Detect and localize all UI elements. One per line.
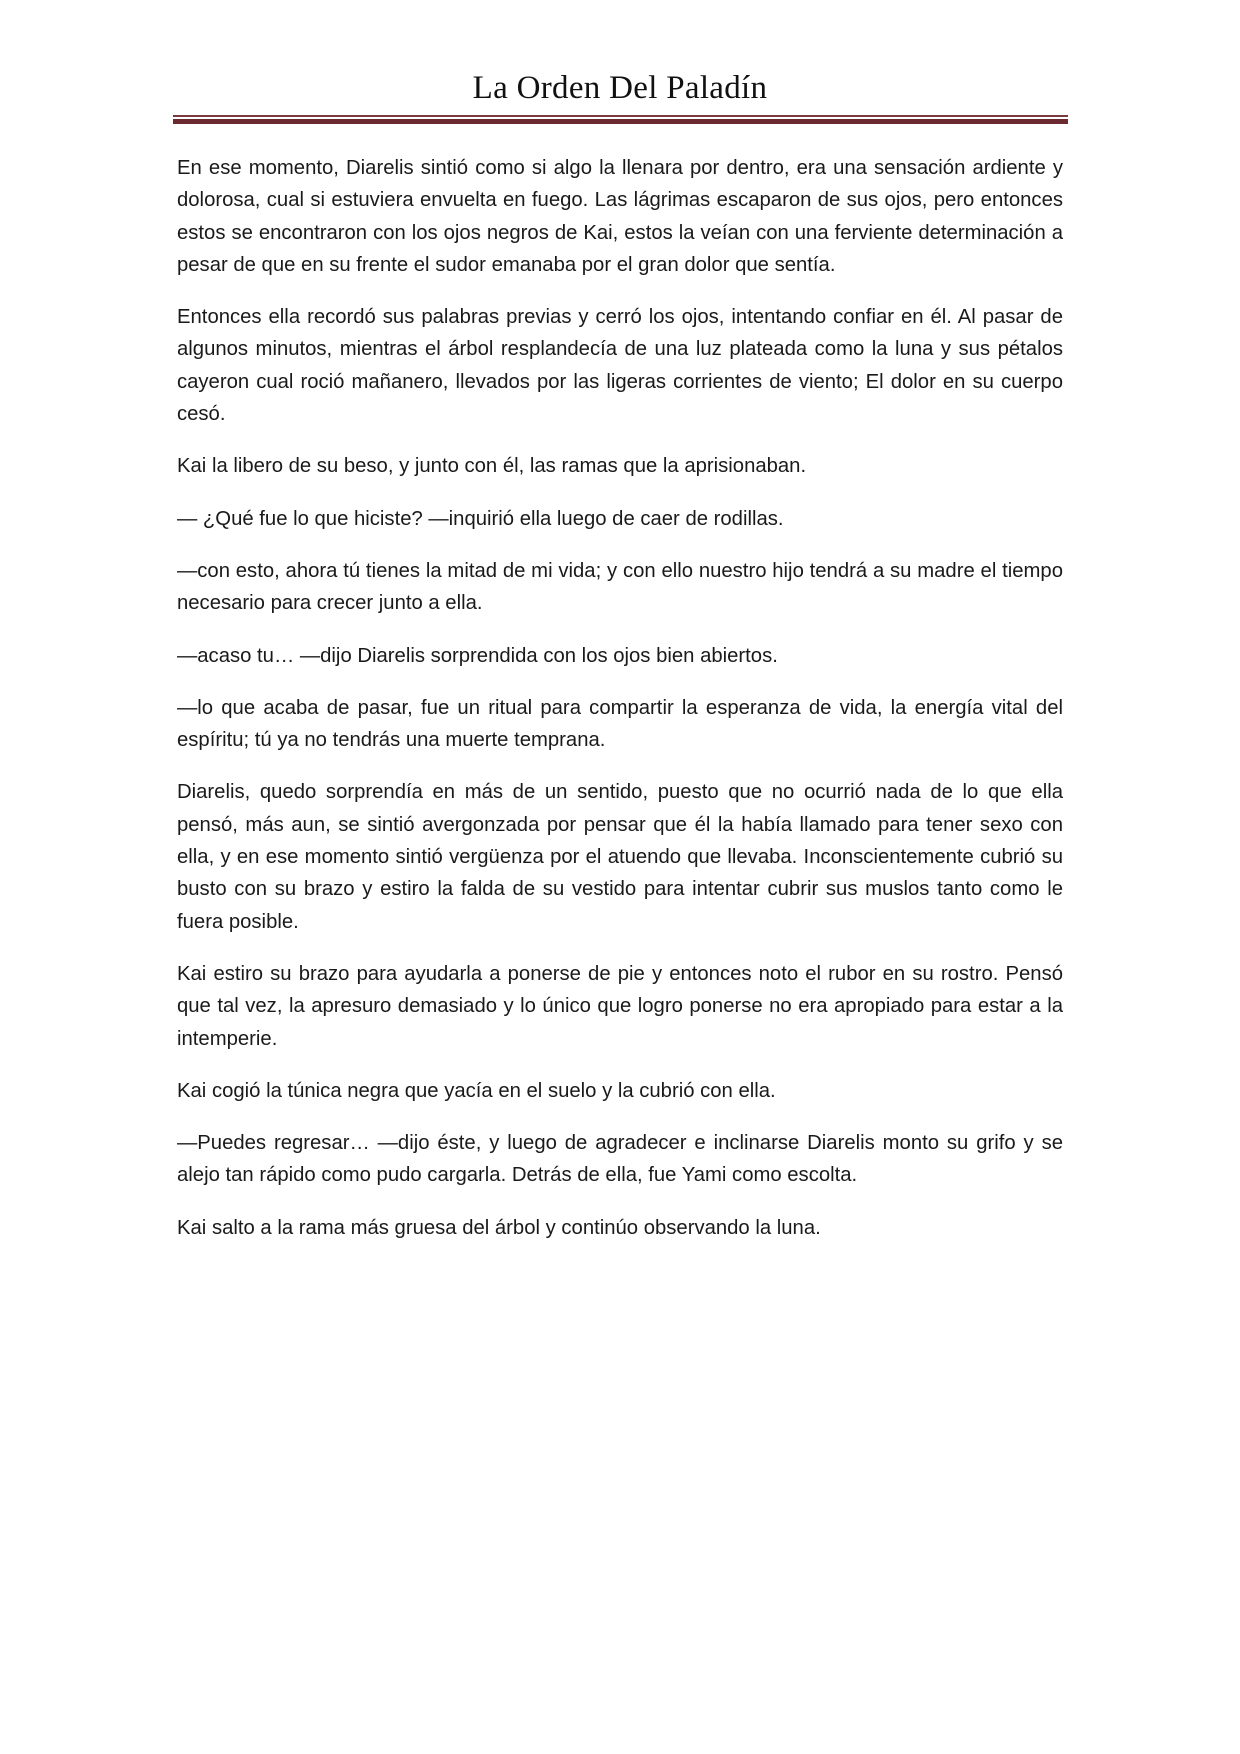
paragraph: Diarelis, quedo sorprendía en más de un sentido, puesto que no ocurrió nada de lo que ella pensó, más aun, se sintió avergonzada por pensar que él la había llamado para tener sexo con ella, y en ese momento sintió vergüenza por el atuendo que llevaba. Inconscientemente cubrió su busto con su brazo y estiro la falda de su vestido para intentar cubrir sus muslos tanto como le fuera posible. (177, 781, 1063, 933)
paragraph: Kai estiro su brazo para ayudarla a ponerse de pie y entonces noto el rubor en su rostro. Pensó que tal vez, la apresuro demasiado y lo único que logro ponerse no era apropiado para estar a la intemperie. (177, 962, 1063, 1050)
paragraph: —acaso tu… —dijo Diarelis sorprendida con los ojos bien abiertos. (177, 644, 778, 667)
paragraph: —lo que acaba de pasar, fue un ritual para compartir la esperanza de vida, la energía vital del espíritu; tú ya no tendrás una muerte temprana. (177, 696, 1063, 752)
header-rule-thin (173, 115, 1068, 117)
paragraph: —con esto, ahora tú tienes la mitad de mi vida; y con ello nuestro hijo tendrá a su madre el tiempo necesario para crecer junto a ella. (177, 559, 1063, 615)
page-header-title: La Orden Del Paladín (472, 70, 768, 106)
paragraph: En ese momento, Diarelis sintió como si algo la llenara por dentro, era una sensación ardiente y dolorosa, cual si estuviera envuelta en fuego. Las lágrimas escaparon de sus ojos, pero entonces estos se encontraron con los ojos negros de Kai, estos la veían con una ferviente determinación a pesar de que en su frente el sudor emanaba por el gran dolor que sentía. (177, 157, 1063, 276)
paragraph: Kai la libero de su beso, y junto con él, las ramas que la aprisionaban. (177, 455, 807, 478)
paragraph: Kai salto a la rama más gruesa del árbol y continúo observando la luna. (177, 1216, 821, 1239)
paragraph: Kai cogió la túnica negra que yacía en el suelo y la cubrió con ella. (177, 1079, 776, 1102)
body-text (177, 152, 1063, 1264)
header-rule-thick (173, 119, 1068, 124)
paragraph: — ¿Qué fue lo que hiciste? —inquirió ella luego de caer de rodillas. (177, 507, 784, 530)
paragraph: —Puedes regresar… —dijo éste, y luego de agradecer e inclinarse Diarelis monto su grifo y se alejo tan rápido como pudo cargarla. Detrás de ella, fue Yami como escolta. (177, 1132, 1063, 1187)
paragraph: Entonces ella recordó sus palabras previas y cerró los ojos, intentando confiar en él. Al pasar de algunos minutos, mientras el árbol resplandecía de una luz plateada como la luna y sus pétalos cayeron cual roció mañanero, llevados por las ligeras corrientes de viento; El dolor en su cuerpo cesó. (177, 306, 1063, 426)
